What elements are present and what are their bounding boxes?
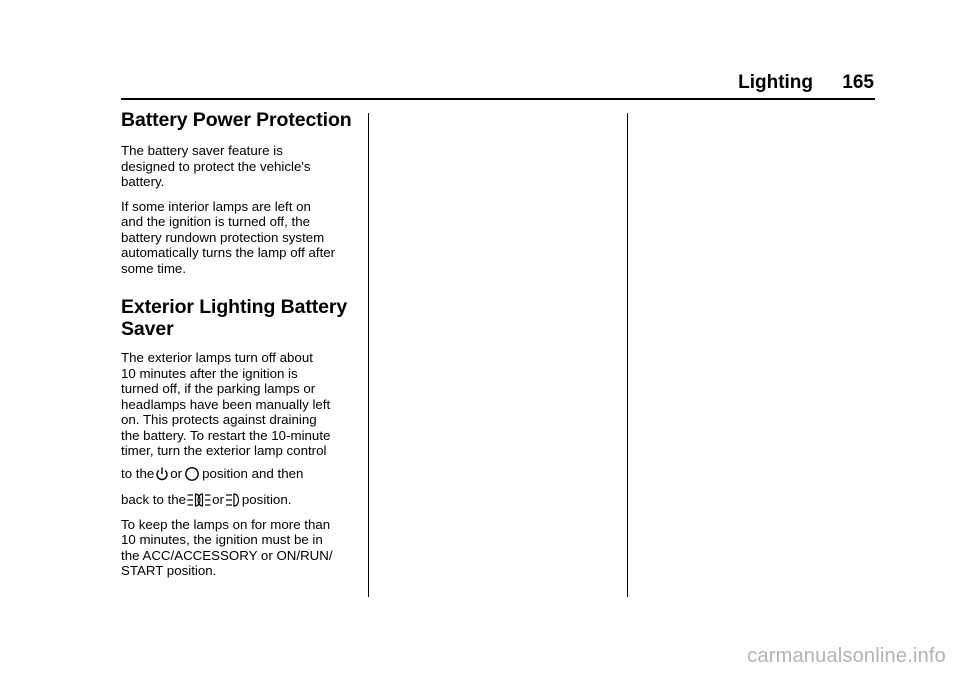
heading-line: Saver bbox=[121, 318, 174, 340]
text-fragment: position. bbox=[241, 492, 292, 507]
text-fragment: to the bbox=[121, 466, 155, 481]
text-line: battery. bbox=[121, 174, 165, 189]
text-line: 10 minutes, the ignition must be in bbox=[121, 532, 323, 547]
text-line: The battery saver feature is bbox=[121, 143, 283, 158]
text-line: headlamps have been manually left bbox=[121, 396, 331, 412]
text-line: timer, turn the exterior lamp control bbox=[121, 443, 327, 458]
text-fragment: position and then bbox=[202, 466, 304, 481]
heading-line: Exterior Lighting Battery bbox=[121, 296, 348, 318]
text-line: battery rundown protection system bbox=[121, 229, 325, 245]
column-divider-2 bbox=[627, 113, 628, 597]
text-line: automatically turns the lamp off after bbox=[121, 245, 336, 260]
heading-exterior-lighting-battery-saver bbox=[121, 296, 363, 340]
header-rule bbox=[121, 98, 875, 100]
paragraph bbox=[121, 143, 363, 190]
section-title: Lighting bbox=[738, 72, 814, 93]
parking-lamp-icon bbox=[187, 492, 211, 508]
page-number: 165 bbox=[842, 72, 874, 93]
text-line: If some interior lamps are left on bbox=[121, 198, 311, 214]
watermark: carmanualsonline.info bbox=[747, 645, 946, 667]
text-line: designed to protect the vehicle's bbox=[121, 158, 311, 174]
text-line: the battery. To restart the 10-minute bbox=[121, 427, 331, 443]
headlamp-icon bbox=[225, 492, 241, 508]
text-line: The exterior lamps turn off about bbox=[121, 350, 313, 365]
paragraph bbox=[121, 517, 363, 579]
column-divider-1 bbox=[368, 113, 369, 597]
running-head bbox=[738, 72, 874, 94]
text-line: turned off, if the parking lamps or bbox=[121, 381, 316, 396]
auto-lamp-icon bbox=[183, 466, 201, 482]
text-line: and the ignition is turned off, the bbox=[121, 214, 311, 229]
text-line: 10 minutes after the ignition is bbox=[121, 365, 298, 381]
text-line: To keep the lamps on for more than bbox=[121, 516, 331, 532]
paragraph bbox=[121, 199, 363, 277]
heading-battery-power-protection: Battery Power Protection bbox=[121, 109, 352, 131]
text-line: on. This protects against draining bbox=[121, 412, 317, 427]
text-line: the ACC/ACCESSORY or ON/RUN/ bbox=[121, 547, 333, 563]
text-fragment: or bbox=[212, 492, 224, 507]
power-off-icon bbox=[155, 466, 169, 482]
text-line: some time. bbox=[121, 260, 187, 276]
text-fragment: or bbox=[170, 466, 183, 481]
paragraph bbox=[121, 350, 363, 459]
icon-text-line bbox=[121, 461, 363, 487]
text-line: START position. bbox=[121, 563, 217, 578]
icon-text-line bbox=[121, 487, 363, 513]
text-fragment: back to the bbox=[121, 492, 187, 507]
text-column bbox=[121, 109, 363, 588]
